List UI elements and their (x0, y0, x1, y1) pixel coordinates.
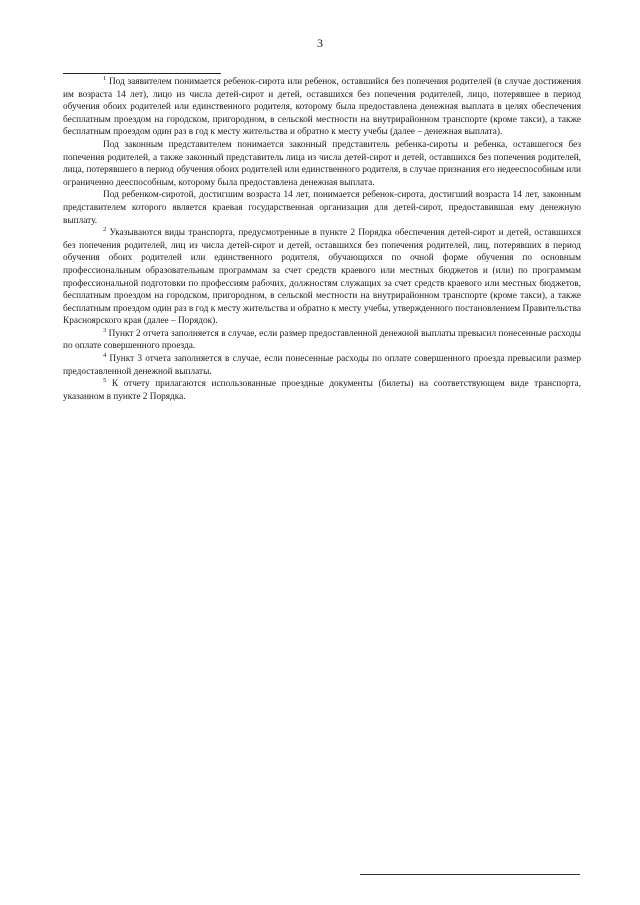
footnote-text: Пункт 2 отчета заполняется в случае, если размер предоставленной денежной выплаты превысил понесенные расходы по оплате совершенного проезда. (63, 328, 581, 352)
footnote-5 (63, 378, 581, 403)
footnote-marker: 4 (103, 351, 107, 359)
footnote-marker: 1 (103, 74, 107, 82)
footnote-marker: 2 (103, 226, 107, 234)
footnote-text: Под законным представителем понимается законный представитель ребенка-сироты и ребенка, оставшегося без попечения родителей, а также законный представитель лица из числа детей-сирот и детей, оставшихся без попечения родителей, лица, потерявшего в период обучения обоих родителей или единственного родителя, в случае признания его недееспособным или ограниченно дееспособным, которому была предоставлена денежная выплата. (63, 139, 581, 188)
footnote-3 (63, 328, 581, 353)
footnote-1-legal-representative (63, 139, 581, 189)
footnote-1 (63, 76, 581, 139)
footnote-text: К отчету прилагаются использованные проездные документы (билеты) на соответствующем виде транспорта, указанном в пункте 2 Порядка. (63, 379, 581, 402)
footnote-marker: 3 (103, 326, 107, 334)
footnote-marker: 5 (103, 377, 107, 385)
footnote-text: Пункт 3 отчета заполняется в случае, если понесенные расходы по оплате совершенного проезда превысили размер предоставленной денежной выплаты. (63, 354, 581, 377)
footnote-text: Под заявителем понимается ребенок-сирота или ребенок, оставшийся без попечения родителей (в случае достижения им возраста 14 лет), лицо из числа детей-сирот и детей, оставшихся без попечения родителей, лицо, потерявшее в период обучения обоих родителей или единственного родителя, которому была предоставлена денежная выплата в целях обеспечения бесплатным проездом на городском, пригородном, в сельской местности на внутрирайонном транспорте (кроме такси), а также бесплатным проездом один раз в год к месту жительства и обратно к месту учебы (далее – денежная выплата). (63, 77, 581, 138)
footnote-text: Под ребенком-сиротой, достигшим возраста 14 лет, понимается ребенок-сирота, достигший возраста 14 лет, законным представителем которого является краевая государственная организация для детей-сирот, предоставившая ему денежную выплату. (63, 190, 581, 226)
footnote-4 (63, 353, 581, 378)
footnotes-block (63, 76, 581, 403)
bottom-edge-line (360, 874, 580, 875)
footnote-text: Указываются виды транспорта, предусмотренные в пункте 2 Порядка обеспечения детей-сирот и детей, оставшихся без попечения родителей, лиц из числа детей-сирот и детей, оставшихся без попечения родителей, лиц, потерявших в период обучения обоих родителей или единственного родителя, обучающихся по очной форме обучения по основным профессиональным образовательным программам за счет средств краевого или местных бюджетов и (или) по программам профессиональной подготовки по профессиям рабочих, должностям служащих за счет средств краевого или местных бюджетов, бесплатным проездом на городском, пригородном, в сельской местности на внутрирайонном транспорте (кроме такси), а также бесплатным проездом один раз в год к месту жительства и обратно к месту учебы, утвержденного постановлением Правительства Красноярского края (далее – Порядок). (63, 228, 581, 327)
footnote-separator (63, 73, 221, 74)
footnote-1-orphan-14 (63, 189, 581, 227)
page-number: 3 (317, 36, 323, 50)
footnote-2 (63, 227, 581, 328)
